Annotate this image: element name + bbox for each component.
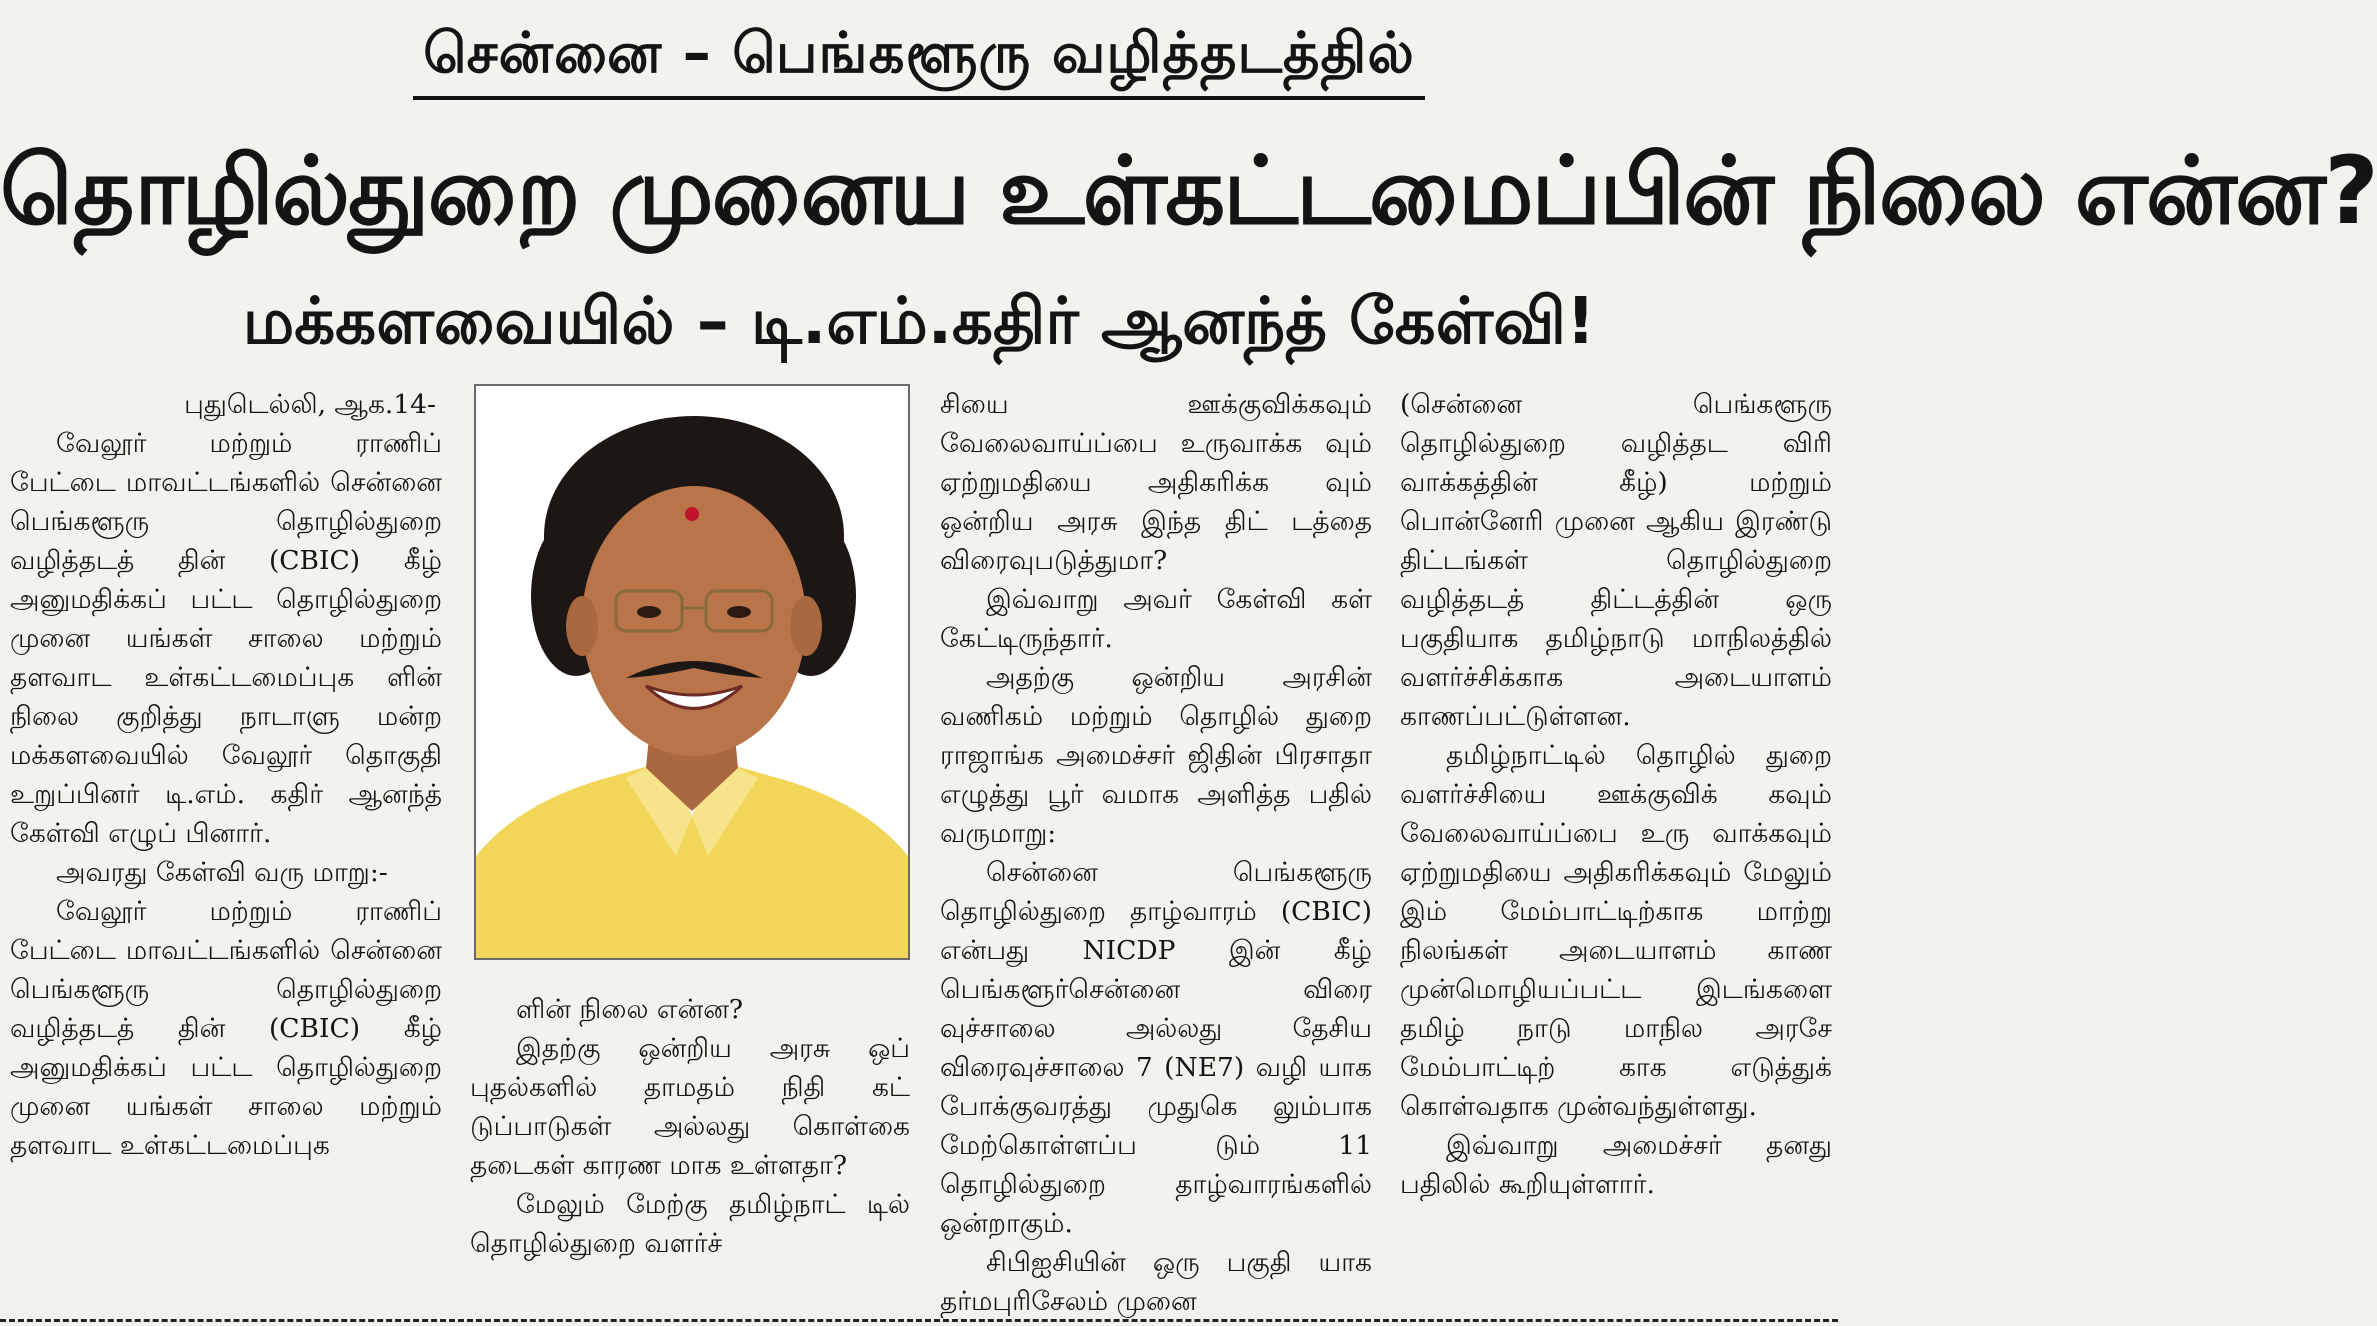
body-paragraph: அவரது கேள்வி வரு மாறு:- — [56, 857, 388, 888]
body-paragraph: மேலும் மேற்கு தமிழ்நாட் டில் தொழில்துறை வளர்ச் — [470, 1189, 910, 1259]
bottom-dashed-divider — [0, 1319, 1838, 1322]
body-paragraph: இதற்கு ஒன்றிய அரசு ஒப் புதல்களில் தாமதம் நிதி கட் டுப்பாடுகள் அல்லது கொள்கை தடைகள் காரண மாக உள்ளதா? — [470, 1033, 910, 1181]
article-column-2 — [470, 990, 910, 1312]
kicker-headline: சென்னை – பெங்களூரு வழித்தடத்தில் — [413, 18, 1425, 100]
body-paragraph: சிபிஐசியின் ஒரு பகுதி யாக தர்மபுரிசேலம் முனை — [940, 1247, 1372, 1317]
main-headline: தொழில்துறை முனைய உள்கட்டமைப்பின் நிலை என்ன? — [0, 137, 2377, 246]
body-paragraph: இவ்வாறு அமைச்சர் தனது பதிலில் கூறியுள்ளார். — [1400, 1130, 1832, 1200]
body-paragraph: சியை ஊக்குவிக்கவும் வேலைவாய்ப்பை உருவாக்க வும் ஏற்றுமதியை அதிகரிக்க வும் ஒன்றிய அரசு இந்த திட் டத்தை விரைவுபடுத்துமா? — [940, 389, 1372, 576]
article-column-3 — [940, 385, 1372, 1317]
kicker-headline-area — [0, 0, 1838, 110]
body-paragraph: இவ்வாறு அவர் கேள்வி கள் கேட்டிருந்தார். — [940, 584, 1372, 654]
body-paragraph: (சென்னை பெங்களூரு தொழில்துறை வழித்தட விரி வாக்கத்தின் கீழ்) மற்றும் பொன்னேரி முனை ஆகிய இரண்டு திட்டங்கள் தொழில்துறை வழித்தடத் திட்டத்தின் ஒரு பகுதியாக தமிழ்நாடு மாநிலத்தில் வளர்ச்சிக்காக அடையாளம் காணப்பட்டுள்ளன. — [1400, 389, 1832, 732]
body-paragraph: ளின் நிலை என்ன? — [516, 994, 744, 1025]
body-paragraph: தமிழ்நாட்டில் தொழில் துறை வளர்ச்சியை ஊக்குவிக் கவும் வேலைவாய்ப்பை உரு வாக்கவும் ஏற்றுமதியை அதிகரிக்கவும் மேலும் இம் மேம்பாட்டிற்காக மாற்று நிலங்கள் அடையாளம் காண முன்மொழியப்பட்ட இடங்களை தமிழ் நாடு மாநில அரசே மேம்பாட்டிற் காக எடுத்துக் கொள்வதாக முன்வந்துள்ளது. — [1400, 740, 1832, 1122]
dateline: புதுடெல்லி, ஆக.14- — [184, 389, 436, 420]
portrait-photo-icon — [474, 384, 910, 960]
article-column-1 — [10, 385, 442, 1312]
sub-headline: மக்களவையில் – டி.எம்.கதிர் ஆனந்த் கேள்வி! — [242, 285, 1596, 359]
article-column-4 — [1400, 385, 1832, 1312]
body-paragraph: வேலூர் மற்றும் ராணிப் பேட்டை மாவட்டங்களில் சென்னை பெங்களூரு தொழில்துறை வழித்தடத் தின் (CBIC) கீழ் அனுமதிக்கப் பட்ட தொழில்துறை முனை யங்கள் சாலை மற்றும் தளவாட உள்கட்டமைப்புக — [10, 896, 442, 1161]
body-paragraph: வேலூர் மற்றும் ராணிப் பேட்டை மாவட்டங்களில் சென்னை பெங்களூரு தொழில்துறை வழித்தடத் தின் (CBIC) கீழ் அனுமதிக்கப் பட்ட தொழில்துறை முனை யங்கள் சாலை மற்றும் தளவாட உள்கட்டமைப்புக ளின் நிலை குறித்து நாடாளு மன்ற மக்களவையில் வேலூர் தொகுதி உறுப்பினர் டி.எம். கதிர் ஆனந்த் கேள்வி எழுப் பினார். — [10, 428, 442, 849]
body-paragraph: சென்னை பெங்களூரு தொழில்துறை தாழ்வாரம் (CBIC) என்பது NICDP இன் கீழ் பெங்களூர்சென்னை விரை வுச்சாலை அல்லது தேசிய விரைவுச்சாலை 7 (NE7) வழி யாக போக்குவரத்து முதுகெ லும்பாக மேற்கொள்ளப்ப டும் 11 தொழில்துறை தாழ்வாரங்களில் ஒன்றாகும். — [940, 857, 1372, 1239]
body-paragraph: அதற்கு ஒன்றிய அரசின் வணிகம் மற்றும் தொழில் துறை ராஜாங்க அமைச்சர் ஜிதின் பிரசாதா எழுத்து பூர் வமாக அளித்த பதில் வருமாறு: — [940, 662, 1372, 849]
